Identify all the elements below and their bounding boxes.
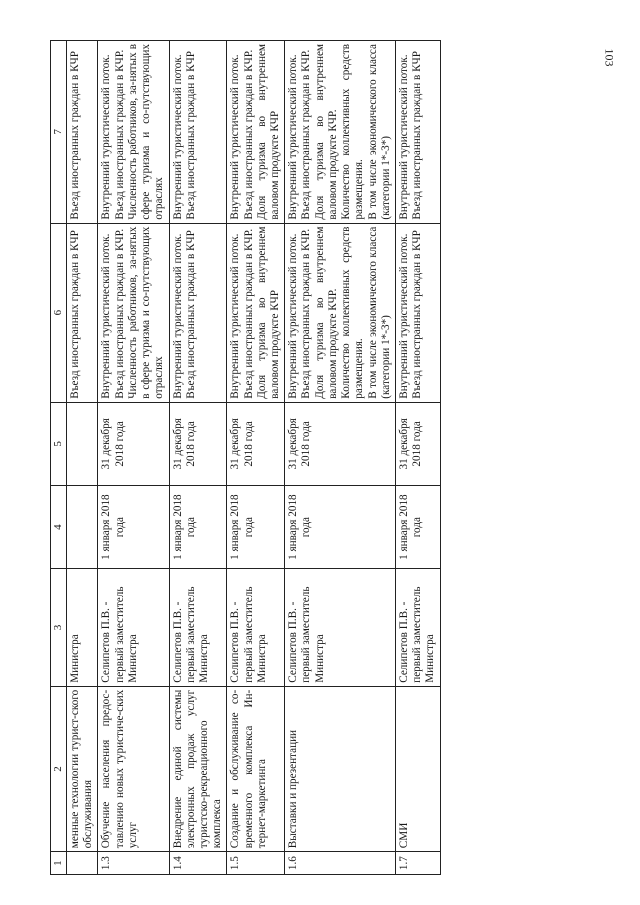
responsible-person bbox=[98, 569, 169, 687]
cell-text: Внедрение единой системы электронных продаж услуг туристско-рекреационного комплекса bbox=[171, 689, 224, 849]
expected-result bbox=[169, 41, 227, 224]
table-row bbox=[66, 41, 97, 875]
cell-text: 1 января 2018 года bbox=[171, 494, 197, 560]
target-indicators bbox=[285, 223, 396, 402]
cell-text: 1 января 2018 года bbox=[100, 494, 126, 560]
cell-text: менные технологии турист-ского обслуживания bbox=[68, 689, 95, 849]
cell-text: Въезд иностранных граждан в КЧР. bbox=[113, 228, 126, 399]
start-date bbox=[227, 485, 285, 568]
cell-text: Селипетов П.В. - первый заместитель Министра bbox=[229, 586, 268, 683]
cell-text: 1 января 2018 года bbox=[398, 494, 424, 560]
responsible-person bbox=[396, 569, 441, 687]
row-number bbox=[227, 852, 285, 875]
cell-text: Селипетов П.В. - первый заместитель Министра bbox=[100, 586, 139, 683]
cell-text: Въезд иностранных граждан в КЧР. bbox=[242, 228, 255, 399]
cell-text: 1.5 bbox=[229, 856, 242, 871]
cell-text: Селипетов П.В. - первый заместитель Министра bbox=[287, 586, 326, 683]
end-date bbox=[396, 402, 441, 485]
cell-text: Въезд иностранных граждан в КЧР bbox=[411, 230, 424, 399]
cell-text: Внутренний туристический поток. bbox=[287, 54, 300, 220]
end-date bbox=[66, 402, 97, 485]
cell-text: Министра bbox=[68, 634, 81, 683]
header-cell: 3 bbox=[51, 569, 67, 687]
end-date bbox=[98, 402, 169, 485]
target-indicators bbox=[396, 223, 441, 402]
cell-text: Внутренний туристический поток. bbox=[398, 233, 410, 399]
cell-text: Внутренний туристический поток. bbox=[171, 233, 184, 399]
cell-text: Создание и обслуживание со-временного комплекса Ин-тернет-маркетинга bbox=[229, 689, 268, 849]
cell-text: СМИ bbox=[398, 822, 410, 849]
end-date bbox=[227, 402, 285, 485]
cell-text: Доля туризма во внутреннем валовом продукте КЧР. bbox=[313, 226, 339, 399]
row-number bbox=[169, 852, 227, 875]
table-row bbox=[98, 41, 169, 875]
row-number bbox=[396, 852, 441, 875]
row-number bbox=[98, 852, 169, 875]
cell-text: 31 декабря 2018 года bbox=[229, 418, 255, 470]
header-cell: 6 bbox=[51, 223, 67, 402]
cell-text: Селипетов П.В. - первый заместитель Министра bbox=[171, 586, 210, 683]
page-number: 103 bbox=[602, 48, 617, 67]
cell-text: 31 декабря 2018 года bbox=[171, 418, 197, 470]
cell-text: 1.4 bbox=[171, 856, 184, 871]
cell-text: Количество коллективных средств размещения. bbox=[340, 44, 366, 220]
responsible-person bbox=[285, 569, 396, 687]
measure-name bbox=[227, 686, 285, 851]
rotated-page-content bbox=[50, 40, 606, 875]
table-body bbox=[66, 41, 440, 875]
cell-text: Въезд иностранных граждан в КЧР. bbox=[300, 49, 313, 220]
cell-text: Въезд иностранных граждан в КЧР bbox=[184, 51, 197, 220]
cell-text: Численность работников, за-нятых в сфере туризма и со-путствующих отраслях bbox=[126, 226, 166, 399]
responsible-person bbox=[66, 569, 97, 687]
cell-text: 31 декабря 2018 года bbox=[398, 418, 424, 470]
cell-text: 1.3 bbox=[100, 856, 113, 871]
cell-text: Доля туризма во внутреннем валовом продукте КЧР bbox=[255, 44, 282, 220]
row-number bbox=[285, 852, 396, 875]
start-date bbox=[285, 485, 396, 568]
target-indicators bbox=[227, 223, 285, 402]
cell-text: Внутренний туристический поток. bbox=[287, 233, 300, 399]
cell-text: Въезд иностранных граждан в КЧР bbox=[68, 230, 81, 399]
responsible-person bbox=[227, 569, 285, 687]
cell-text: Въезд иностранных граждан в КЧР. bbox=[300, 228, 313, 399]
cell-text: Въезд иностранных граждан в КЧР. bbox=[113, 49, 126, 220]
start-date bbox=[66, 485, 97, 568]
cell-text: Количество коллективных средств размещения. bbox=[340, 226, 366, 399]
start-date bbox=[169, 485, 227, 568]
cell-text: В том числе экономического класса (категории 1*-3*) bbox=[366, 44, 392, 220]
table-row bbox=[169, 41, 227, 875]
cell-text: Внутренний туристический поток. bbox=[100, 54, 113, 220]
cell-text: Въезд иностранных граждан в КЧР bbox=[411, 51, 424, 220]
cell-text: Внутренний туристический поток. bbox=[100, 233, 113, 399]
cell-text: Внутренний туристический поток. bbox=[398, 54, 410, 220]
cell-text: Численность работников, за-нятых в сфере туризма и со-путствующих отраслях bbox=[126, 44, 166, 220]
cell-text: Доля туризма во внутреннем валовом продукте КЧР bbox=[255, 226, 282, 399]
start-date bbox=[396, 485, 441, 568]
header-cell: 2 bbox=[51, 686, 67, 851]
cell-text: 31 декабря 2018 года bbox=[100, 418, 126, 470]
measure-name bbox=[285, 686, 396, 851]
measure-name bbox=[396, 686, 441, 851]
cell-text: Внутренний туристический поток. bbox=[171, 54, 184, 220]
cell-text: Доля туризма во внутреннем валовом продукте КЧР. bbox=[313, 44, 339, 220]
table-header-row bbox=[51, 41, 67, 875]
expected-result bbox=[227, 41, 285, 224]
measures-table bbox=[50, 40, 441, 875]
cell-text: Селипетов П.В. - первый заместитель Министра bbox=[398, 586, 437, 683]
header-cell: 5 bbox=[51, 402, 67, 485]
header-cell: 4 bbox=[51, 485, 67, 568]
cell-text: Въезд иностранных граждан в КЧР bbox=[68, 51, 81, 220]
cell-text: 1.6 bbox=[287, 856, 300, 871]
measure-name bbox=[66, 686, 97, 851]
measure-name bbox=[98, 686, 169, 851]
expected-result bbox=[66, 41, 97, 224]
cell-text: Выставки и презентации bbox=[287, 729, 300, 849]
end-date bbox=[169, 402, 227, 485]
target-indicators bbox=[169, 223, 227, 402]
expected-result bbox=[285, 41, 396, 224]
responsible-person bbox=[169, 569, 227, 687]
cell-text: 1 января 2018 года bbox=[229, 494, 255, 560]
table-row bbox=[227, 41, 285, 875]
target-indicators bbox=[66, 223, 97, 402]
expected-result bbox=[98, 41, 169, 224]
table-row bbox=[396, 41, 441, 875]
header-cell: 7 bbox=[51, 41, 67, 224]
header-cell: 1 bbox=[51, 852, 67, 875]
measure-name bbox=[169, 686, 227, 851]
cell-text: 1.7 bbox=[398, 856, 410, 871]
cell-text: Въезд иностранных граждан в КЧР bbox=[184, 230, 197, 399]
end-date bbox=[285, 402, 396, 485]
cell-text: Внутренний туристический поток. bbox=[229, 233, 242, 399]
target-indicators bbox=[98, 223, 169, 402]
row-number bbox=[66, 852, 97, 875]
cell-text: Обучение населения предос-тавлению новых туристиче-ских услуг bbox=[100, 689, 139, 849]
cell-text: Внутренний туристический поток. bbox=[229, 54, 242, 220]
expected-result bbox=[396, 41, 441, 224]
start-date bbox=[98, 485, 169, 568]
cell-text: В том числе экономического класса (категории 1*-3*) bbox=[366, 226, 392, 399]
cell-text: Въезд иностранных граждан в КЧР. bbox=[242, 49, 255, 220]
cell-text: 31 декабря 2018 года bbox=[287, 418, 313, 470]
table-row bbox=[285, 41, 396, 875]
cell-text: 1 января 2018 года bbox=[287, 494, 313, 560]
